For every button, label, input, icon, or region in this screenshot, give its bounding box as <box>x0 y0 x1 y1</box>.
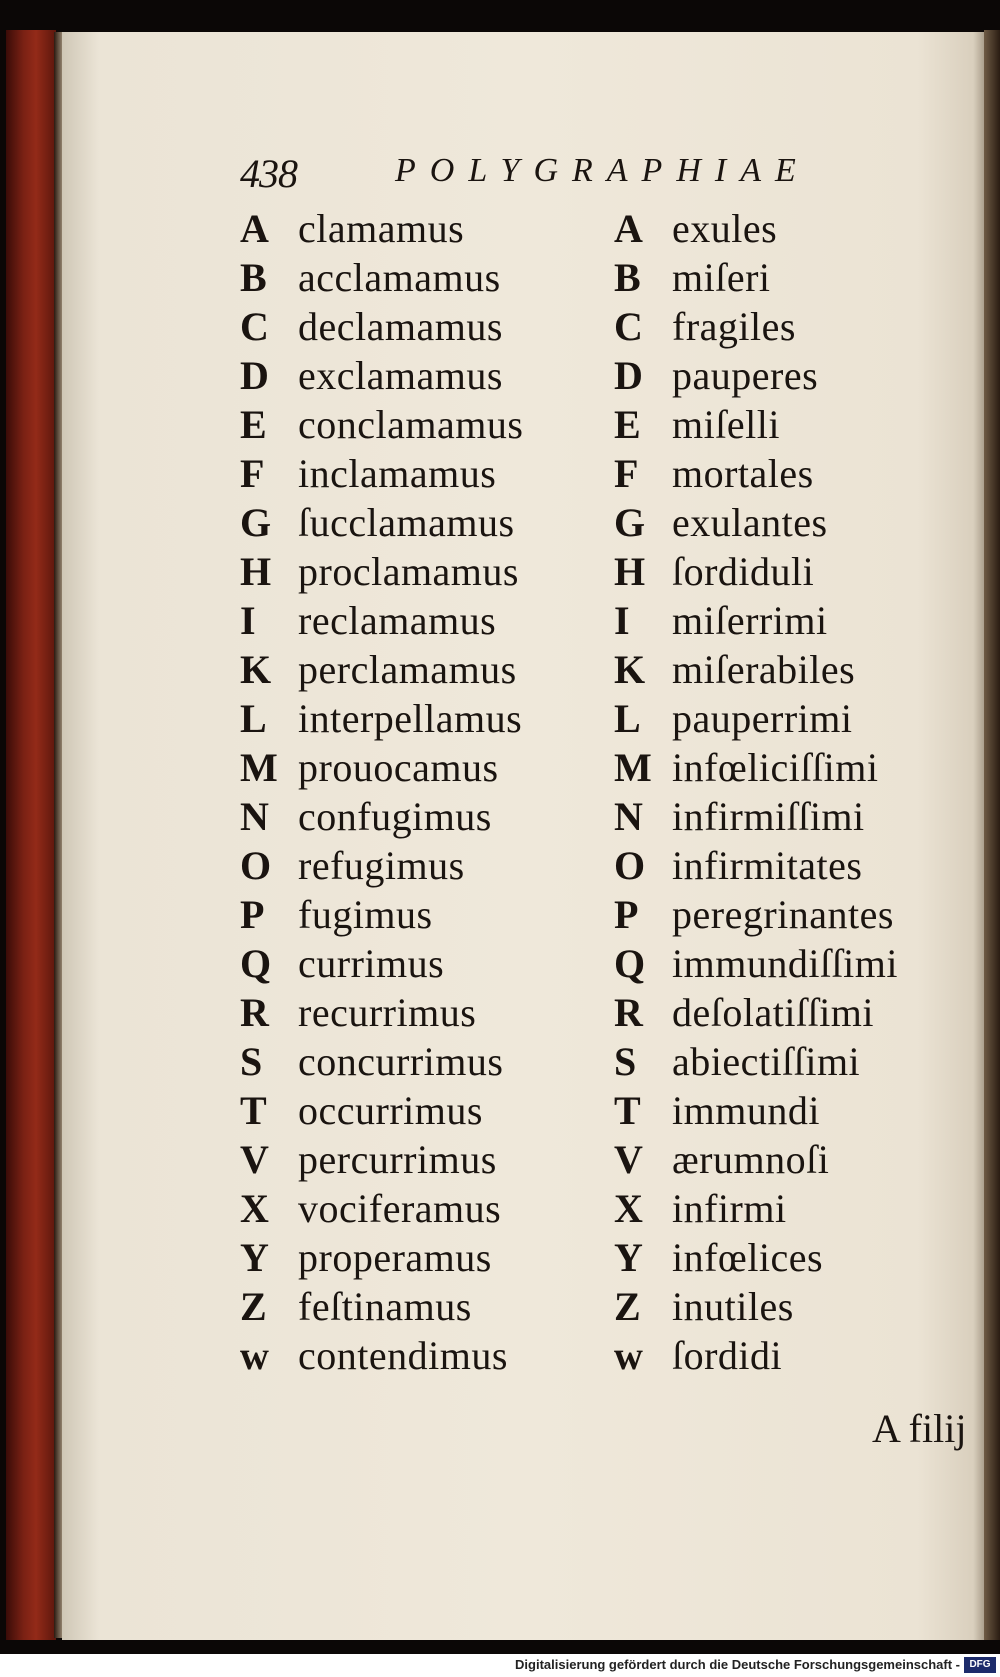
list-item <box>614 1037 974 1086</box>
entry-word: mortales <box>672 451 814 496</box>
book-cover-edge <box>6 30 56 1640</box>
entry-word: infirmiſſimi <box>672 794 865 839</box>
entry-letter: X <box>240 1186 269 1231</box>
list-item <box>614 400 974 449</box>
list-item <box>614 1086 974 1135</box>
entry-word: immundi <box>672 1088 820 1133</box>
entry-word: miſerrimi <box>672 598 828 643</box>
entry-word: reclamamus <box>298 598 497 643</box>
entry-word: feſtinamus <box>298 1284 472 1329</box>
entry-word: fragiles <box>672 304 796 349</box>
list-item <box>614 792 974 841</box>
entry-letter: E <box>614 402 641 447</box>
entry-letter: K <box>240 647 272 692</box>
entry-word: ærumnoſi <box>672 1137 830 1182</box>
entry-letter: M <box>614 745 652 790</box>
entry-letter: V <box>240 1137 269 1182</box>
entry-word: percurrimus <box>298 1137 497 1182</box>
entry-letter: C <box>240 304 269 349</box>
list-item <box>240 449 600 498</box>
list-item <box>240 645 600 694</box>
entry-word: refugimus <box>298 843 465 888</box>
entry-word: confugimus <box>298 794 492 839</box>
list-item <box>240 792 600 841</box>
entry-word: peregrinantes <box>672 892 894 937</box>
list-item <box>614 253 974 302</box>
entry-word: pauperrimi <box>672 696 853 741</box>
entry-letter: Y <box>614 1235 643 1280</box>
entry-word: proclamamus <box>298 549 519 594</box>
list-item <box>614 988 974 1037</box>
list-item <box>240 1135 600 1184</box>
list-item <box>240 547 600 596</box>
footer-bar <box>0 1654 1000 1677</box>
entry-letter: G <box>614 500 646 545</box>
left-column <box>240 204 600 1380</box>
entry-letter: G <box>240 500 272 545</box>
entry-letter: D <box>240 353 269 398</box>
entry-word: properamus <box>298 1235 492 1280</box>
list-item <box>240 204 600 253</box>
entry-word: exclamamus <box>298 353 503 398</box>
list-item <box>614 890 974 939</box>
entry-word: infirmitates <box>672 843 863 888</box>
entry-word: ſucclamamus <box>298 500 515 545</box>
entry-word: conclamamus <box>298 402 524 447</box>
entry-word: infirmi <box>672 1186 787 1231</box>
entry-letter: A <box>614 206 643 251</box>
entry-letter: P <box>614 892 639 937</box>
entry-letter: I <box>240 598 256 643</box>
list-item <box>614 939 974 988</box>
entry-letter: D <box>614 353 643 398</box>
list-item <box>240 1331 600 1380</box>
entry-letter: T <box>240 1088 267 1133</box>
list-item <box>614 596 974 645</box>
list-item <box>240 694 600 743</box>
entry-letter: w <box>240 1333 269 1378</box>
entry-word: abiectiſſimi <box>672 1039 861 1084</box>
entry-word: contendimus <box>298 1333 508 1378</box>
page-header <box>240 150 820 200</box>
list-item <box>614 498 974 547</box>
list-item <box>240 596 600 645</box>
right-column <box>614 204 974 1380</box>
list-item <box>240 743 600 792</box>
entry-word: declamamus <box>298 304 503 349</box>
entry-word: infœlices <box>672 1235 824 1280</box>
entry-letter: Y <box>240 1235 269 1280</box>
list-item <box>614 302 974 351</box>
list-item <box>614 1331 974 1380</box>
entry-word: concurrimus <box>298 1039 504 1084</box>
list-item <box>240 400 600 449</box>
list-item <box>240 841 600 890</box>
entry-letter: Z <box>614 1284 641 1329</box>
entry-word: exulantes <box>672 500 828 545</box>
entry-letter: N <box>614 794 643 839</box>
list-item <box>240 351 600 400</box>
entry-word: pauperes <box>672 353 819 398</box>
entry-letter: N <box>240 794 269 839</box>
entry-word: infœliciſſimi <box>672 745 879 790</box>
entry-letter: B <box>240 255 267 300</box>
list-item <box>614 547 974 596</box>
list-item <box>614 1135 974 1184</box>
list-item <box>240 1086 600 1135</box>
page-right-edge <box>984 30 1000 1640</box>
entry-word: interpellamus <box>298 696 523 741</box>
entry-letter: S <box>240 1039 263 1084</box>
entry-letter: L <box>614 696 641 741</box>
entry-letter: Z <box>240 1284 267 1329</box>
entry-word: recurrimus <box>298 990 477 1035</box>
entry-letter: M <box>240 745 278 790</box>
entry-word: acclamamus <box>298 255 501 300</box>
list-item <box>614 841 974 890</box>
entry-letter: H <box>240 549 272 594</box>
entry-letter: R <box>240 990 269 1035</box>
entry-letter: T <box>614 1088 641 1133</box>
entry-letter: S <box>614 1039 637 1084</box>
entry-letter: Q <box>240 941 272 986</box>
list-item <box>240 890 600 939</box>
entry-letter: P <box>240 892 265 937</box>
entry-letter: V <box>614 1137 643 1182</box>
entry-letter: Q <box>614 941 646 986</box>
entry-word: immundiſſimi <box>672 941 899 986</box>
entry-letter: X <box>614 1186 643 1231</box>
list-item <box>240 253 600 302</box>
list-item <box>614 1282 974 1331</box>
entry-letter: O <box>240 843 272 888</box>
entry-word: inclamamus <box>298 451 497 496</box>
entry-letter: A <box>240 206 269 251</box>
list-item <box>614 743 974 792</box>
entry-letter: R <box>614 990 643 1035</box>
entry-letter: K <box>614 647 646 692</box>
list-item <box>240 988 600 1037</box>
entry-word: clamamus <box>298 206 465 251</box>
entry-word: miſeri <box>672 255 771 300</box>
list-item <box>240 498 600 547</box>
entry-word: miſelli <box>672 402 780 447</box>
entry-word: vociferamus <box>298 1186 502 1231</box>
entry-letter: L <box>240 696 267 741</box>
list-item <box>240 302 600 351</box>
entry-word: occurrimus <box>298 1088 483 1133</box>
entry-word: inutiles <box>672 1284 794 1329</box>
footer-credit: Digitalisierung gefördert durch die Deutsche Forschungsgemeinschaft - <box>515 1657 960 1672</box>
entry-letter: H <box>614 549 646 594</box>
list-item <box>240 1037 600 1086</box>
list-item <box>240 939 600 988</box>
entry-letter: F <box>240 451 265 496</box>
entry-word: miſerabiles <box>672 647 856 692</box>
list-item <box>614 645 974 694</box>
entry-word: prouocamus <box>298 745 499 790</box>
entry-word: ſordiduli <box>672 549 815 594</box>
list-item <box>614 694 974 743</box>
page-number: 438 <box>240 151 297 196</box>
entry-word: currimus <box>298 941 445 986</box>
list-item <box>614 351 974 400</box>
running-head: POLYGRAPHIAE <box>395 152 810 189</box>
entry-letter: I <box>614 598 630 643</box>
list-item <box>614 204 974 253</box>
list-item <box>614 1184 974 1233</box>
catchword: A filij <box>872 1406 967 1451</box>
entry-letter: w <box>614 1333 643 1378</box>
list-item <box>614 1233 974 1282</box>
entry-word: deſolatiſſimi <box>672 990 875 1035</box>
entry-letter: C <box>614 304 643 349</box>
list-item <box>614 449 974 498</box>
entry-word: ſordidi <box>672 1333 783 1378</box>
entry-letter: E <box>240 402 267 447</box>
entry-letter: F <box>614 451 639 496</box>
entry-word: fugimus <box>298 892 433 937</box>
list-item <box>240 1233 600 1282</box>
list-item <box>240 1282 600 1331</box>
entry-word: perclamamus <box>298 647 517 692</box>
entry-word: exules <box>672 206 778 251</box>
list-item <box>240 1184 600 1233</box>
entry-letter: O <box>614 843 646 888</box>
entry-letter: B <box>614 255 641 300</box>
dfg-logo: DFG <box>964 1657 996 1673</box>
